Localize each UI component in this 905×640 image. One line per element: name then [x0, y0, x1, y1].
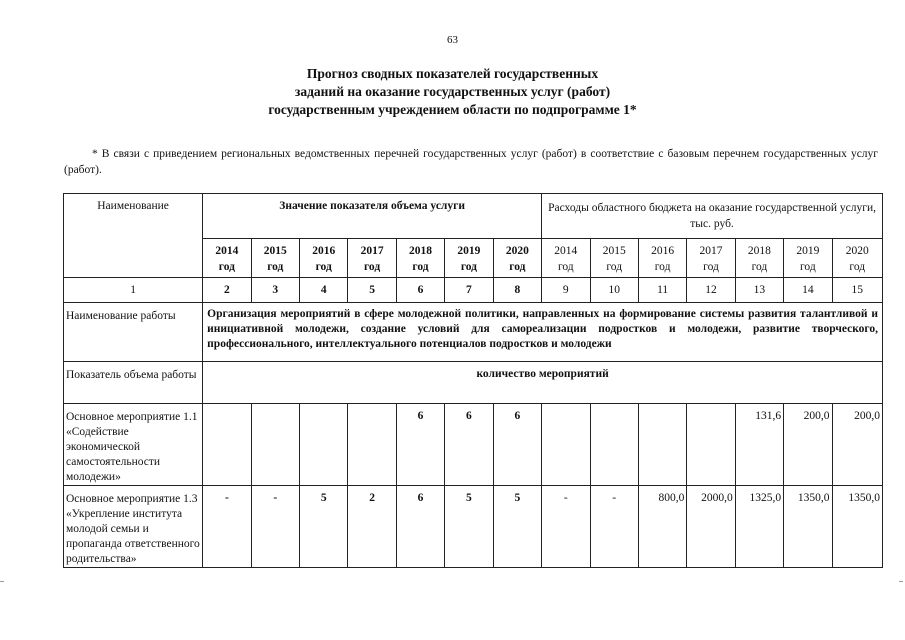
- indicator-row: [64, 362, 883, 404]
- column-number-cell: 11: [638, 278, 686, 303]
- year-unit: год: [557, 261, 574, 273]
- year-label: 2020: [505, 245, 529, 257]
- row-name: Основное мероприятие 1.1 «Содействие экономической самостоятельности молодежи»: [64, 404, 203, 486]
- column-number-cell: 4: [299, 278, 347, 303]
- year-header-volume-4: [396, 239, 444, 278]
- title-line-1: Прогноз сводных показателей государственных: [306, 66, 599, 81]
- row-name: Основное мероприятие 1.3 «Укрепление института молодой семьи и пропаганда ответственного родительства»: [64, 486, 203, 568]
- table-row: [64, 404, 883, 486]
- expense-cell: -: [542, 486, 590, 568]
- header-volume-group: Значение показателя объема услуги: [203, 194, 542, 239]
- column-number-cell: 7: [445, 278, 493, 303]
- year-label: 2016: [312, 245, 336, 257]
- page-number: 63: [447, 34, 458, 46]
- year-unit: год: [703, 261, 719, 273]
- volume-cell: 5: [445, 486, 493, 568]
- expense-cell: [542, 404, 590, 486]
- column-number-row: [64, 278, 883, 303]
- volume-cell: 5: [493, 486, 541, 568]
- year-label: 2016: [651, 245, 675, 257]
- expense-cell: [687, 404, 735, 486]
- year-unit: год: [606, 261, 623, 273]
- year-header-volume-6: [493, 239, 541, 278]
- volume-cell: -: [251, 486, 299, 568]
- year-header-volume-5: [445, 239, 493, 278]
- work-row: [64, 303, 883, 362]
- year-label: 2017: [699, 245, 723, 257]
- column-number-cell: 12: [687, 278, 735, 303]
- year-unit: год: [218, 261, 235, 273]
- volume-cell: [203, 404, 251, 486]
- work-row-label: Наименование работы: [64, 303, 203, 362]
- title-line-3: государственным учреждением области по подпрограмме 1*: [268, 102, 637, 117]
- table-row: [64, 486, 883, 568]
- expense-cell: 200,0: [784, 404, 832, 486]
- year-header-volume-0: [203, 239, 251, 278]
- column-number-cell: 9: [542, 278, 590, 303]
- year-unit: год: [267, 261, 284, 273]
- expense-cell: 1350,0: [784, 486, 832, 568]
- volume-cell: 6: [396, 486, 444, 568]
- column-number-cell: 5: [348, 278, 396, 303]
- margin-mark-left: [0, 581, 4, 582]
- column-number-cell: 3: [251, 278, 299, 303]
- volume-cell: [348, 404, 396, 486]
- column-number-cell: 15: [832, 278, 882, 303]
- indicator-row-label: Показатель объема работы: [64, 362, 203, 404]
- column-number-cell: 13: [735, 278, 783, 303]
- expense-cell: [638, 404, 686, 486]
- year-label: 2017: [360, 245, 384, 257]
- volume-cell: [299, 404, 347, 486]
- expense-cell: 2000,0: [687, 486, 735, 568]
- year-header-expense-2: [638, 239, 686, 278]
- document-title: [0, 65, 905, 119]
- column-number-cell: 10: [590, 278, 638, 303]
- year-header-expense-4: [735, 239, 783, 278]
- year-unit: год: [315, 261, 332, 273]
- year-unit: год: [509, 261, 526, 273]
- footnote: * В связи с приведением региональных ведомственных перечней государственных услуг (работ) в соответствие с базовым перечнем государственных услуг (работ).: [64, 148, 878, 176]
- header-name: Наименование: [64, 194, 203, 278]
- expense-cell: [590, 404, 638, 486]
- volume-cell: 6: [445, 404, 493, 486]
- expense-cell: 800,0: [638, 486, 686, 568]
- year-unit: год: [364, 261, 381, 273]
- year-label: 2015: [602, 245, 626, 257]
- volume-cell: 2: [348, 486, 396, 568]
- expense-cell: 131,6: [735, 404, 783, 486]
- year-header-expense-0: [542, 239, 590, 278]
- work-row-text: Организация мероприятий в сфере молодежной политики, направленных на формирование системы развития талантливой и инициативной молодежи, создание условий для самореализации подростков и молодежи, развитие творческого, профессионального, интеллектуального потенциалов подростков и молодежи: [203, 303, 883, 362]
- year-header-volume-1: [251, 239, 299, 278]
- indicator-row-text: количество мероприятий: [203, 362, 883, 404]
- margin-mark-right: [899, 581, 903, 582]
- expense-cell: 1350,0: [832, 486, 882, 568]
- year-header-expense-6: [832, 239, 882, 278]
- year-unit: год: [654, 261, 671, 273]
- year-header-expense-5: [784, 239, 832, 278]
- year-label: 2018: [409, 245, 432, 257]
- title-line-2: заданий на оказание государственных услуг (работ): [294, 84, 611, 99]
- year-header-expense-3: [687, 239, 735, 278]
- volume-cell: 5: [299, 486, 347, 568]
- year-label: 2020: [845, 245, 869, 257]
- year-unit: год: [849, 261, 866, 273]
- column-number-cell: 8: [493, 278, 541, 303]
- expense-cell: 200,0: [832, 404, 882, 486]
- year-unit: год: [751, 261, 768, 273]
- column-number-cell: 1: [64, 278, 203, 303]
- indicators-table: [63, 193, 883, 568]
- column-number-cell: 14: [784, 278, 832, 303]
- header-expense-group: Расходы областного бюджета на оказание государственной услуги, тыс. руб.: [542, 194, 883, 239]
- year-label: 2014: [554, 245, 578, 257]
- volume-cell: 6: [396, 404, 444, 486]
- volume-cell: -: [203, 486, 251, 568]
- column-number-cell: 2: [203, 278, 251, 303]
- volume-cell: 6: [493, 404, 541, 486]
- year-header-volume-2: [299, 239, 347, 278]
- year-unit: год: [799, 261, 816, 273]
- year-label: 2015: [263, 245, 287, 257]
- year-unit: год: [412, 261, 429, 273]
- year-label: 2018: [747, 245, 771, 257]
- expense-cell: 1325,0: [735, 486, 783, 568]
- year-header-expense-1: [590, 239, 638, 278]
- expense-cell: -: [590, 486, 638, 568]
- year-label: 2019: [796, 245, 820, 257]
- year-header-volume-3: [348, 239, 396, 278]
- year-unit: год: [460, 261, 477, 273]
- year-label: 2019: [457, 245, 481, 257]
- column-number-cell: 6: [396, 278, 444, 303]
- volume-cell: [251, 404, 299, 486]
- year-label: 2014: [215, 245, 239, 257]
